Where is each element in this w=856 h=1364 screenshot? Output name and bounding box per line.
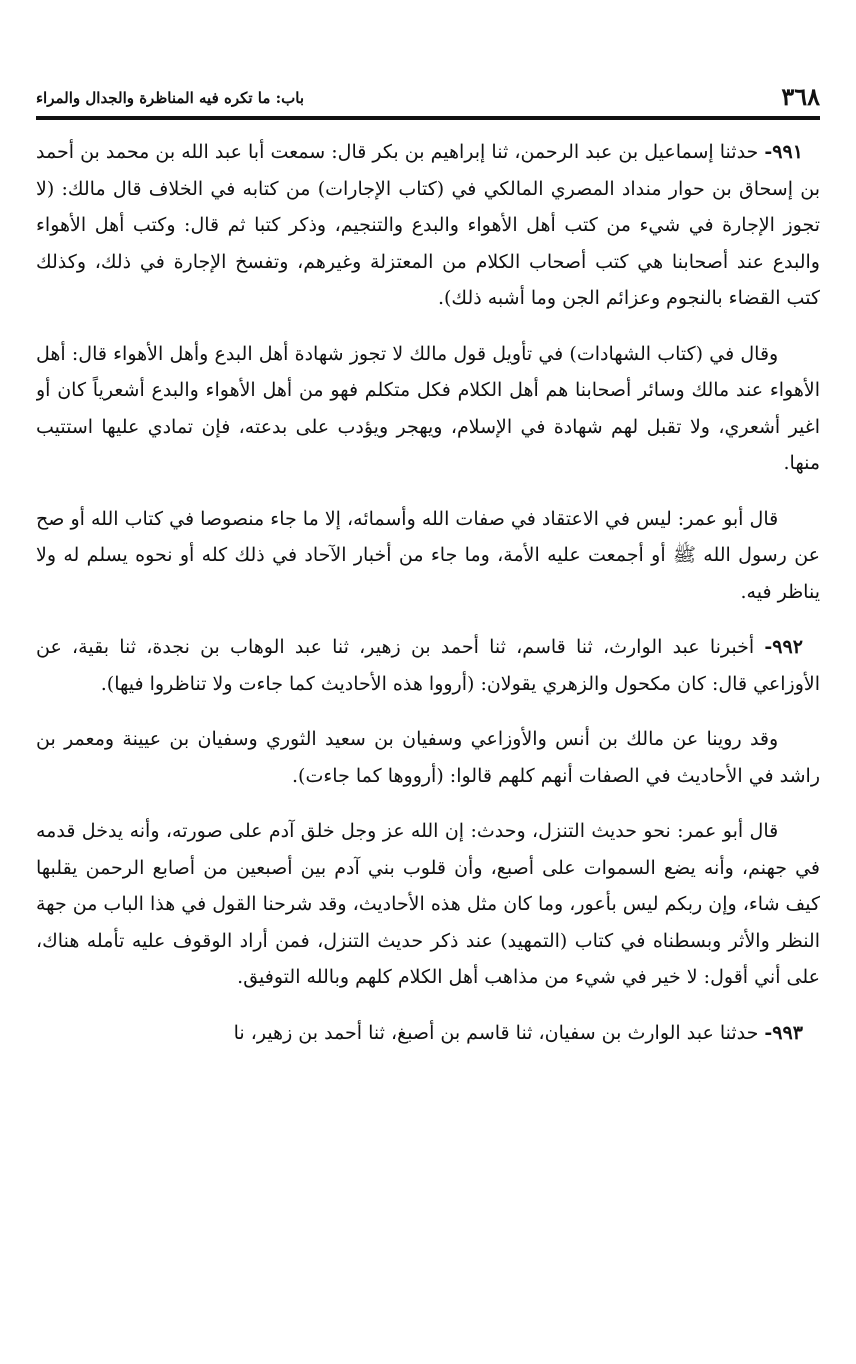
hadith-number: ٩٩٣- <box>764 1021 803 1044</box>
paragraph-hadith-991 <box>36 134 820 317</box>
paragraph-hadith-993 <box>36 1015 820 1052</box>
paragraph-hadith-992 <box>36 629 820 702</box>
running-header <box>36 78 820 116</box>
book-page <box>36 78 820 1348</box>
paragraph-text: وقد روينا عن مالك بن أنس والأوزاعي وسفيان بن سعيد الثوري وسفيان بن عيينة ومعمر بن راشد في الأحاديث في الصفات أنهم كلهم قالوا: (أرووها كما جاءت). <box>36 728 820 787</box>
body-text <box>36 134 820 1051</box>
paragraph-text: قال أبو عمر: نحو حديث التنزل، وحدث: إن الله عز وجل خلق آدم على صورته، وأنه يدخل قدمه في جهنم، وأنه يضع السموات على أصبع، وأن قلوب بني آدم بين أصبعين من أصابع الرحمن يقلبها كيف شاء، وإن ربكم ليس بأعور، وما كان مثل هذه الأحاديث، وقد شرحنا القول في هذا الباب من جهة النظر والأثر وبسطناه في كتاب (التمهيد) عند ذكر حديث التنزل، فمن أراد الوقوف عليه تأمله هناك، على أني أقول: لا خير في شيء من مذاهب أهل الكلام كلهم وبالله التوفيق. <box>36 820 820 988</box>
paragraph-text: أخبرنا عبد الوارث، ثنا قاسم، ثنا أحمد بن زهير، ثنا عبد الوهاب بن نجدة، ثنا بقية، عن الأوزاعي قال: كان مكحول والزهري يقولان: (أرووا هذه الأحاديث كما جاءت ولا تناظروا فيها). <box>36 636 820 695</box>
paragraph-shahadat <box>36 336 820 482</box>
paragraph-text: وقال في (كتاب الشهادات) في تأويل قول مالك لا تجوز شهادة أهل البدع وأهل الأهواء قال: أهل الأهواء عند مالك وسائر أصحابنا هم أهل الكلام فكل متكلم فهو من أهل الأهواء والبدع أشعرياً كان أو اغير أشعري، ولا تقبل لهم شهادة في الإسلام، ويهجر ويؤدب على بدعته، فإن تمادي عليها استتيب منها. <box>36 342 820 474</box>
hadith-number: ٩٩١- <box>764 141 803 163</box>
paragraph-text: حدثنا عبد الوارث بن سفيان، ثنا قاسم بن أصبغ، ثنا أحمد بن زهير، نا <box>233 1021 765 1044</box>
paragraph-abu-umar-tanazzul <box>36 813 820 996</box>
paragraph-abu-umar-itiqad <box>36 501 820 611</box>
page-number: ٣٦٨ <box>781 82 820 111</box>
hadith-number: ٩٩٢- <box>764 636 803 658</box>
paragraph-text: قال أبو عمر: ليس في الاعتقاد في صفات الله وأسمائه، إلا ما جاء منصوصا في كتاب الله أو صح عن رسول الله ﷺ أو أجمعت عليه الأمة، وما جاء من أخبار الآحاد في ذلك كله أو نحوه يسلم له ولا يناظر فيه. <box>36 507 820 603</box>
paragraph-riwayat <box>36 721 820 794</box>
header-rule <box>36 116 820 120</box>
paragraph-text: حدثنا إسماعيل بن عبد الرحمن، ثنا إبراهيم بن بكر قال: سمعت أبا عبد الله بن محمد بن أحمد بن إسحاق بن حوار منداد المصري المالكي في (كتاب الإجارات) من كتابه في الخلاف قال مالك: (لا تجوز الإجارة في شيء من كتب أهل الأهواء والبدع والتنجيم، وذكر كتبا ثم قال: وكتب أهل الأهواء والبدع عند أصحابنا هي كتب أصحاب الكلام من المعتزلة وغيرهم، وتفسخ الإجارة في ذلك، وكذلك كتب القضاء بالنجوم وعزائم الجن وما أشبه ذلك). <box>36 141 820 309</box>
chapter-title: باب: ما تكره فيه المناظرة والجدال والمراء <box>36 89 305 107</box>
